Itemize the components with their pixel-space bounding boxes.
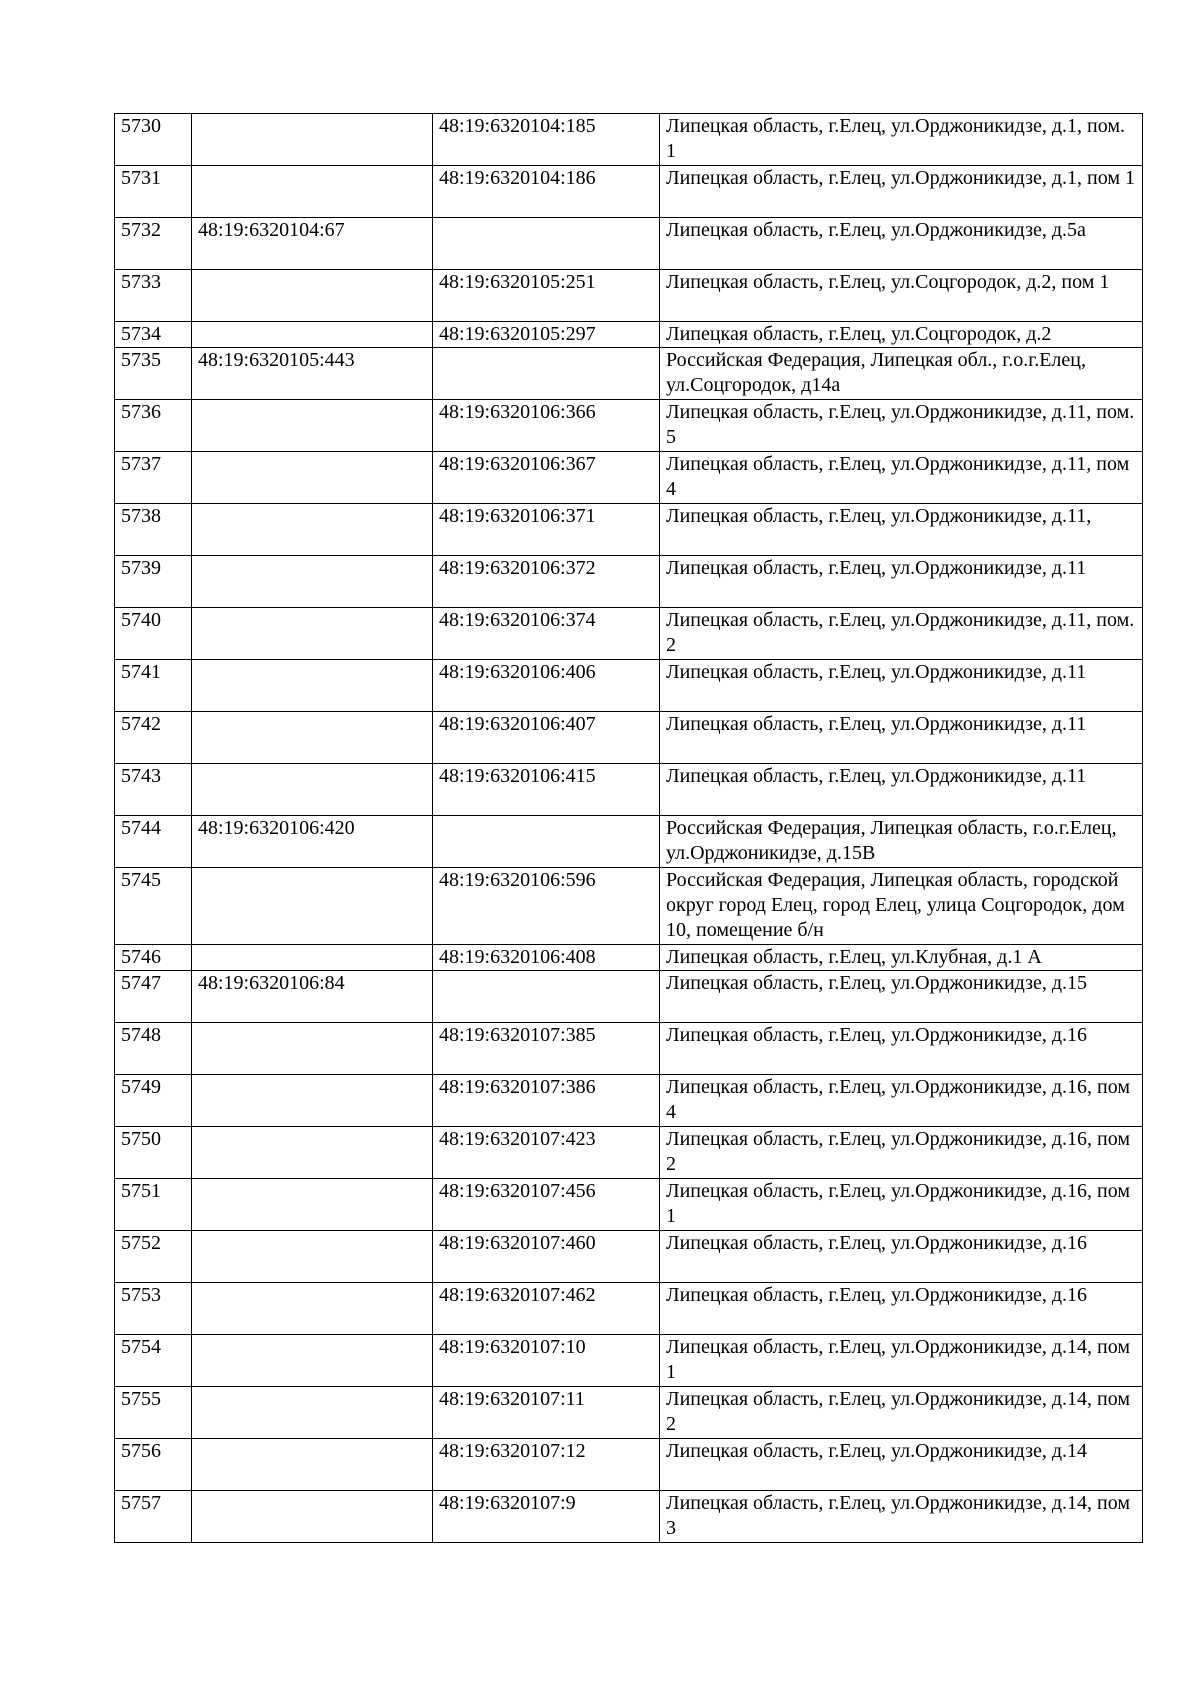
table-row (115, 1127, 1143, 1179)
table-row (115, 1075, 1143, 1127)
table-row (115, 1491, 1143, 1543)
address-cell: Липецкая область, г.Елец, ул.Орджоникидзе, д.16, пом 2 (660, 1127, 1143, 1179)
address-cell: Липецкая область, г.Елец, ул.Орджоникидзе, д.11 (660, 660, 1143, 712)
table-row (115, 660, 1143, 712)
row-number-cell: 5753 (115, 1283, 192, 1335)
object-cadastral-number-cell: 48:19:6320106:371 (433, 504, 660, 556)
object-cadastral-number-cell: 48:19:6320107:12 (433, 1439, 660, 1491)
object-cadastral-number-cell: 48:19:6320107:385 (433, 1023, 660, 1075)
land-cadastral-number-cell (192, 1179, 433, 1231)
address-cell: Липецкая область, г.Елец, ул.Орджоникидзе, д.15 (660, 971, 1143, 1023)
address-cell: Липецкая область, г.Елец, ул.Орджоникидзе, д.16, пом 1 (660, 1179, 1143, 1231)
land-cadastral-number-cell (192, 452, 433, 504)
object-cadastral-number-cell: 48:19:6320106:406 (433, 660, 660, 712)
row-number-cell: 5742 (115, 712, 192, 764)
table-row (115, 945, 1143, 971)
table-row (115, 348, 1143, 400)
land-cadastral-number-cell (192, 114, 433, 166)
object-cadastral-number-cell (433, 971, 660, 1023)
table-row (115, 1023, 1143, 1075)
object-cadastral-number-cell: 48:19:6320107:462 (433, 1283, 660, 1335)
object-cadastral-number-cell: 48:19:6320107:460 (433, 1231, 660, 1283)
land-cadastral-number-cell (192, 1231, 433, 1283)
land-cadastral-number-cell (192, 1283, 433, 1335)
address-cell: Липецкая область, г.Елец, ул.Орджоникидзе, д.16, пом 4 (660, 1075, 1143, 1127)
row-number-cell: 5757 (115, 1491, 192, 1543)
row-number-cell: 5754 (115, 1335, 192, 1387)
land-cadastral-number-cell (192, 1491, 433, 1543)
table-row (115, 764, 1143, 816)
land-cadastral-number-cell (192, 166, 433, 218)
object-cadastral-number-cell: 48:19:6320106:407 (433, 712, 660, 764)
row-number-cell: 5738 (115, 504, 192, 556)
row-number-cell: 5745 (115, 868, 192, 945)
table-row (115, 1439, 1143, 1491)
table-row (115, 452, 1143, 504)
address-cell: Липецкая область, г.Елец, ул.Орджоникидзе, д.11 (660, 556, 1143, 608)
table-row (115, 114, 1143, 166)
address-cell: Липецкая область, г.Елец, ул.Соцгородок, д.2 (660, 322, 1143, 348)
row-number-cell: 5748 (115, 1023, 192, 1075)
table-row (115, 1231, 1143, 1283)
row-number-cell: 5735 (115, 348, 192, 400)
row-number-cell: 5749 (115, 1075, 192, 1127)
address-cell: Липецкая область, г.Елец, ул.Орджоникидзе, д.1, пом 1 (660, 166, 1143, 218)
land-cadastral-number-cell (192, 1387, 433, 1439)
object-cadastral-number-cell: 48:19:6320106:366 (433, 400, 660, 452)
row-number-cell: 5744 (115, 816, 192, 868)
object-cadastral-number-cell: 48:19:6320105:297 (433, 322, 660, 348)
address-cell: Липецкая область, г.Елец, ул.Орджоникидзе, д.11, пом. 5 (660, 400, 1143, 452)
land-cadastral-number-cell (192, 712, 433, 764)
object-cadastral-number-cell (433, 218, 660, 270)
land-cadastral-number-cell (192, 608, 433, 660)
row-number-cell: 5731 (115, 166, 192, 218)
table-row (115, 608, 1143, 660)
object-cadastral-number-cell: 48:19:6320106:372 (433, 556, 660, 608)
address-cell: Российская Федерация, Липецкая обл., г.о.г.Елец, ул.Соцгородок, д14а (660, 348, 1143, 400)
address-cell: Липецкая область, г.Елец, ул.Орджоникидзе, д.1, пом. 1 (660, 114, 1143, 166)
table-row (115, 868, 1143, 945)
object-cadastral-number-cell: 48:19:6320107:423 (433, 1127, 660, 1179)
row-number-cell: 5737 (115, 452, 192, 504)
row-number-cell: 5740 (115, 608, 192, 660)
object-cadastral-number-cell: 48:19:6320107:9 (433, 1491, 660, 1543)
land-cadastral-number-cell: 48:19:6320106:420 (192, 816, 433, 868)
address-cell: Липецкая область, г.Елец, ул.Орджоникидзе, д.5а (660, 218, 1143, 270)
land-cadastral-number-cell: 48:19:6320105:443 (192, 348, 433, 400)
table-row (115, 712, 1143, 764)
land-cadastral-number-cell (192, 868, 433, 945)
table-row (115, 1335, 1143, 1387)
object-cadastral-number-cell: 48:19:6320107:10 (433, 1335, 660, 1387)
address-cell: Липецкая область, г.Елец, ул.Орджоникидзе, д.11, (660, 504, 1143, 556)
address-cell: Липецкая область, г.Елец, ул.Клубная, д.1 А (660, 945, 1143, 971)
object-cadastral-number-cell: 48:19:6320107:386 (433, 1075, 660, 1127)
table-row (115, 166, 1143, 218)
table-row (115, 322, 1143, 348)
row-number-cell: 5747 (115, 971, 192, 1023)
land-cadastral-number-cell (192, 1335, 433, 1387)
land-cadastral-number-cell (192, 504, 433, 556)
object-cadastral-number-cell (433, 816, 660, 868)
address-cell: Липецкая область, г.Елец, ул.Соцгородок, д.2, пом 1 (660, 270, 1143, 322)
table-row (115, 1387, 1143, 1439)
row-number-cell: 5756 (115, 1439, 192, 1491)
table-row (115, 816, 1143, 868)
land-cadastral-number-cell: 48:19:6320104:67 (192, 218, 433, 270)
address-cell: Липецкая область, г.Елец, ул.Орджоникидзе, д.14 (660, 1439, 1143, 1491)
row-number-cell: 5750 (115, 1127, 192, 1179)
row-number-cell: 5741 (115, 660, 192, 712)
address-cell: Липецкая область, г.Елец, ул.Орджоникидзе, д.11 (660, 712, 1143, 764)
row-number-cell: 5746 (115, 945, 192, 971)
land-cadastral-number-cell (192, 322, 433, 348)
address-cell: Липецкая область, г.Елец, ул.Орджоникидзе, д.11, пом 4 (660, 452, 1143, 504)
address-cell: Липецкая область, г.Елец, ул.Орджоникидзе, д.16 (660, 1283, 1143, 1335)
object-cadastral-number-cell: 48:19:6320105:251 (433, 270, 660, 322)
table-row (115, 400, 1143, 452)
row-number-cell: 5739 (115, 556, 192, 608)
row-number-cell: 5752 (115, 1231, 192, 1283)
address-cell: Российская Федерация, Липецкая область, г.о.г.Елец, ул.Орджоникидзе, д.15В (660, 816, 1143, 868)
registry-table-body (115, 114, 1143, 1543)
table-row (115, 218, 1143, 270)
land-cadastral-number-cell (192, 270, 433, 322)
row-number-cell: 5755 (115, 1387, 192, 1439)
row-number-cell: 5743 (115, 764, 192, 816)
row-number-cell: 5736 (115, 400, 192, 452)
land-cadastral-number-cell (192, 764, 433, 816)
object-cadastral-number-cell: 48:19:6320107:456 (433, 1179, 660, 1231)
land-cadastral-number-cell (192, 660, 433, 712)
land-cadastral-number-cell: 48:19:6320106:84 (192, 971, 433, 1023)
land-cadastral-number-cell (192, 945, 433, 971)
address-cell: Российская Федерация, Липецкая область, городской округ город Елец, город Елец, улица Соцгородок, дом 10, помещение б/н (660, 868, 1143, 945)
row-number-cell: 5733 (115, 270, 192, 322)
table-row (115, 556, 1143, 608)
land-cadastral-number-cell (192, 1127, 433, 1179)
land-cadastral-number-cell (192, 400, 433, 452)
object-cadastral-number-cell: 48:19:6320106:367 (433, 452, 660, 504)
table-row (115, 1283, 1143, 1335)
row-number-cell: 5732 (115, 218, 192, 270)
table-row (115, 270, 1143, 322)
land-cadastral-number-cell (192, 1023, 433, 1075)
address-cell: Липецкая область, г.Елец, ул.Орджоникидзе, д.11 (660, 764, 1143, 816)
address-cell: Липецкая область, г.Елец, ул.Орджоникидзе, д.16 (660, 1023, 1143, 1075)
address-cell: Липецкая область, г.Елец, ул.Орджоникидзе, д.16 (660, 1231, 1143, 1283)
object-cadastral-number-cell: 48:19:6320104:186 (433, 166, 660, 218)
table-row (115, 971, 1143, 1023)
address-cell: Липецкая область, г.Елец, ул.Орджоникидзе, д.14, пом 2 (660, 1387, 1143, 1439)
address-cell: Липецкая область, г.Елец, ул.Орджоникидзе, д.11, пом. 2 (660, 608, 1143, 660)
object-cadastral-number-cell: 48:19:6320106:415 (433, 764, 660, 816)
object-cadastral-number-cell: 48:19:6320106:408 (433, 945, 660, 971)
object-cadastral-number-cell: 48:19:6320104:185 (433, 114, 660, 166)
object-cadastral-number-cell: 48:19:6320107:11 (433, 1387, 660, 1439)
table-row (115, 504, 1143, 556)
row-number-cell: 5734 (115, 322, 192, 348)
object-cadastral-number-cell: 48:19:6320106:374 (433, 608, 660, 660)
address-cell: Липецкая область, г.Елец, ул.Орджоникидзе, д.14, пом 3 (660, 1491, 1143, 1543)
property-registry-table (114, 113, 1143, 1543)
row-number-cell: 5730 (115, 114, 192, 166)
land-cadastral-number-cell (192, 1439, 433, 1491)
object-cadastral-number-cell: 48:19:6320106:596 (433, 868, 660, 945)
address-cell: Липецкая область, г.Елец, ул.Орджоникидзе, д.14, пом 1 (660, 1335, 1143, 1387)
object-cadastral-number-cell (433, 348, 660, 400)
row-number-cell: 5751 (115, 1179, 192, 1231)
land-cadastral-number-cell (192, 1075, 433, 1127)
table-row (115, 1179, 1143, 1231)
land-cadastral-number-cell (192, 556, 433, 608)
